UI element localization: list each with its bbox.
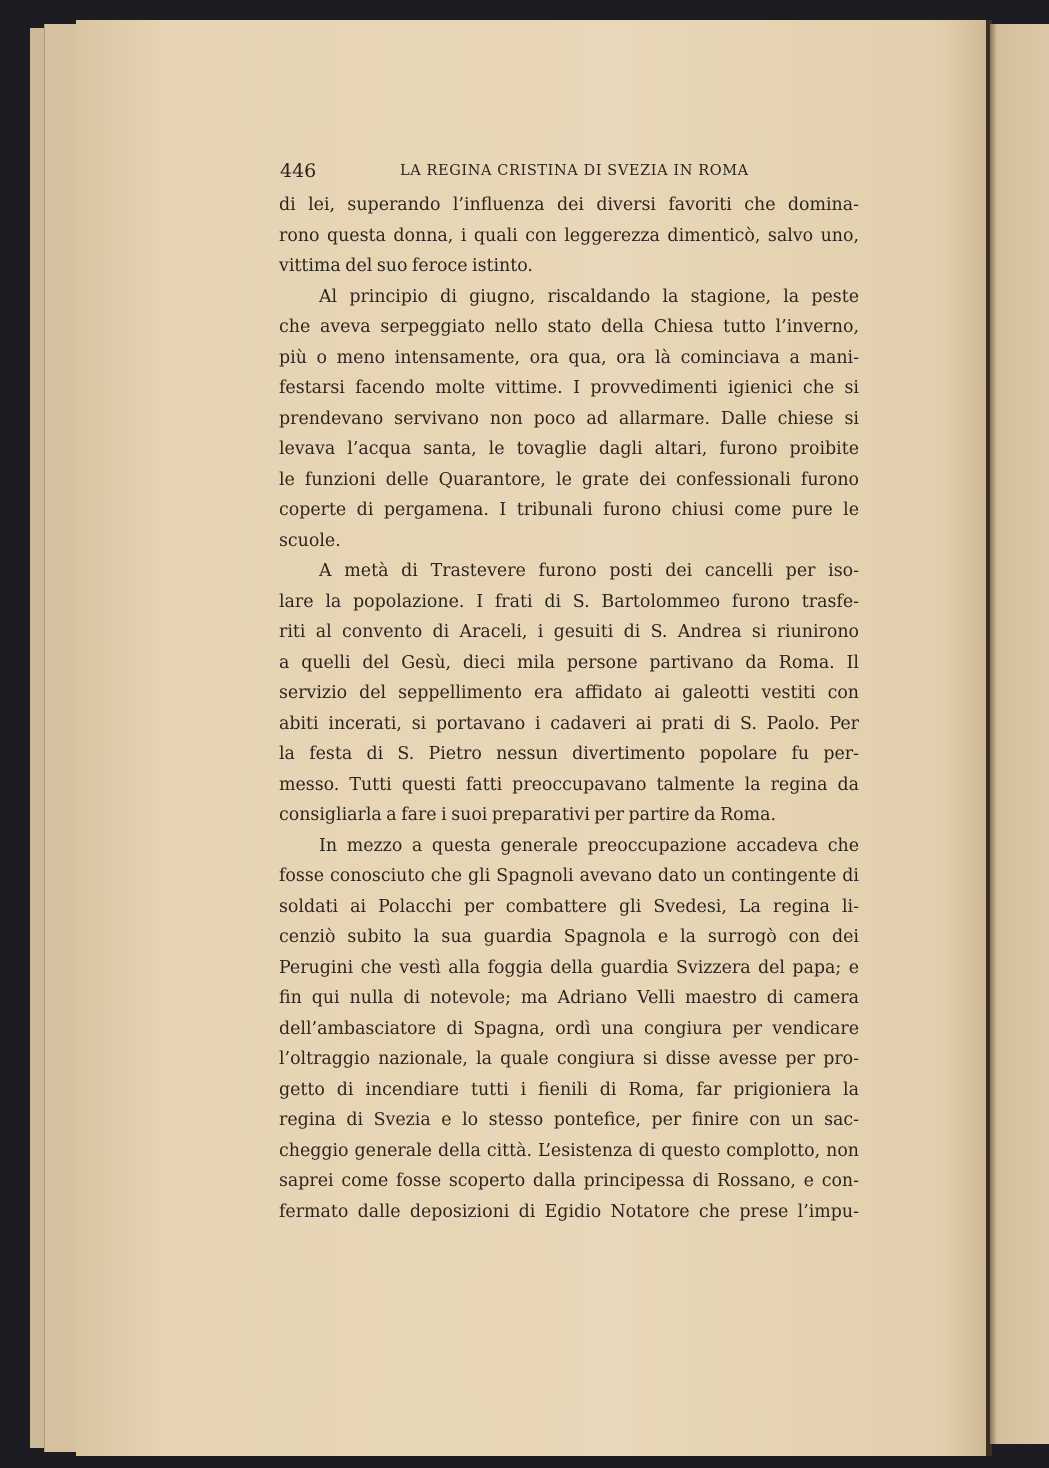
- text-line: scuole.: [279, 530, 341, 551]
- text-line: più o meno intensamente, ora qua, ora là cominciava a mani-: [279, 347, 859, 368]
- text-line: abiti incerati, si portavano i cadaveri ai prati di S. Paolo. Per: [279, 713, 859, 734]
- text-line: soldati ai Polacchi per combattere gli Svedesi, La regina li-: [279, 896, 859, 917]
- text-line: getto di incendiare tutti i fienili di Roma, far prigioniera la: [279, 1079, 859, 1100]
- text-line: cheggio generale della città. L’esistenza di questo complotto, non: [279, 1140, 859, 1161]
- text-line: la festa di S. Pietro nessun divertimento popolare fu per-: [279, 744, 859, 764]
- text-line: levava l’acqua santa, le tovaglie dagli altari, furono proibite: [279, 439, 859, 459]
- text-line: Al principio di giugno, riscaldando la stagione, la peste: [319, 286, 859, 307]
- text-line: fermato dalle deposizioni di Egidio Notatore che prese l’impu-: [279, 1201, 859, 1222]
- paragraph: [279, 190, 859, 282]
- text-line: fosse conosciuto che gli Spagnoli avevano dato un contingente di: [279, 866, 859, 886]
- text-line: A metà di Trastevere furono posti dei cancelli per iso-: [319, 561, 859, 581]
- text-line: l’oltraggio nazionale, la quale congiura si disse avesse per pro-: [279, 1049, 859, 1069]
- text-line: consigliarla a fare i suoi preparativi per partire da Roma.: [279, 805, 777, 825]
- text-line: regina di Svezia e lo stesso pontefice, per finire con un sac-: [279, 1110, 859, 1130]
- text-line: rono questa donna, i quali con leggerezza dimenticò, salvo uno,: [279, 225, 859, 246]
- text-line: di lei, superando l’influenza dei diversi favoriti che domina-: [279, 195, 859, 215]
- text-line: riti al convento di Araceli, i gesuiti di S. Andrea si riunirono: [279, 622, 859, 642]
- text-line: lare la popolazione. I frati di S. Bartolommeo furono trasfe-: [279, 591, 859, 612]
- paragraph: [279, 831, 859, 1228]
- text-line: messo. Tutti questi fatti preoccupavano talmente la regina da: [279, 774, 859, 795]
- page-header: [280, 160, 860, 184]
- text-line: saprei come fosse scoperto dalla principessa di Rossano, e con-: [279, 1171, 859, 1191]
- text-line: Perugini che vestì alla foggia della guardia Svizzera del papa; e: [279, 957, 859, 978]
- text-line: le funzioni delle Quarantore, le grate dei confessionali furono: [279, 469, 859, 490]
- text-line: coperte di pergamena. I tribunali furono chiusi come pure le: [279, 500, 859, 520]
- paragraph: [279, 282, 859, 557]
- text-line: cenziò subito la sua guardia Spagnola e la surrogò con dei: [279, 927, 859, 947]
- text-line: servizio del seppellimento era affidato ai galeotti vestiti con: [279, 683, 859, 703]
- facing-page-edge: [990, 24, 1049, 1444]
- text-line: fin qui nulla di notevole; ma Adriano Velli maestro di camera: [279, 988, 859, 1008]
- page-number: 446: [280, 160, 317, 182]
- body-text: [279, 190, 859, 1227]
- running-title: LA REGINA CRISTINA DI SVEZIA IN ROMA: [400, 163, 749, 179]
- text-line: dell’ambasciatore di Spagna, ordì una congiura per vendicare: [279, 1018, 859, 1039]
- paragraph: [279, 556, 859, 831]
- text-line: vittima del suo feroce istinto.: [279, 256, 533, 276]
- text-line: che aveva serpeggiato nello stato della Chiesa tutto l’inverno,: [279, 317, 859, 337]
- text-line: festarsi facendo molte vittime. I provvedimenti igienici che si: [279, 378, 859, 398]
- text-line: a quelli del Gesù, dieci mila persone partivano da Roma. Il: [279, 652, 859, 673]
- text-line: prendevano servivano non poco ad allarmare. Dalle chiese si: [279, 408, 859, 429]
- text-line: In mezzo a questa generale preoccupazione accadeva che: [319, 835, 859, 856]
